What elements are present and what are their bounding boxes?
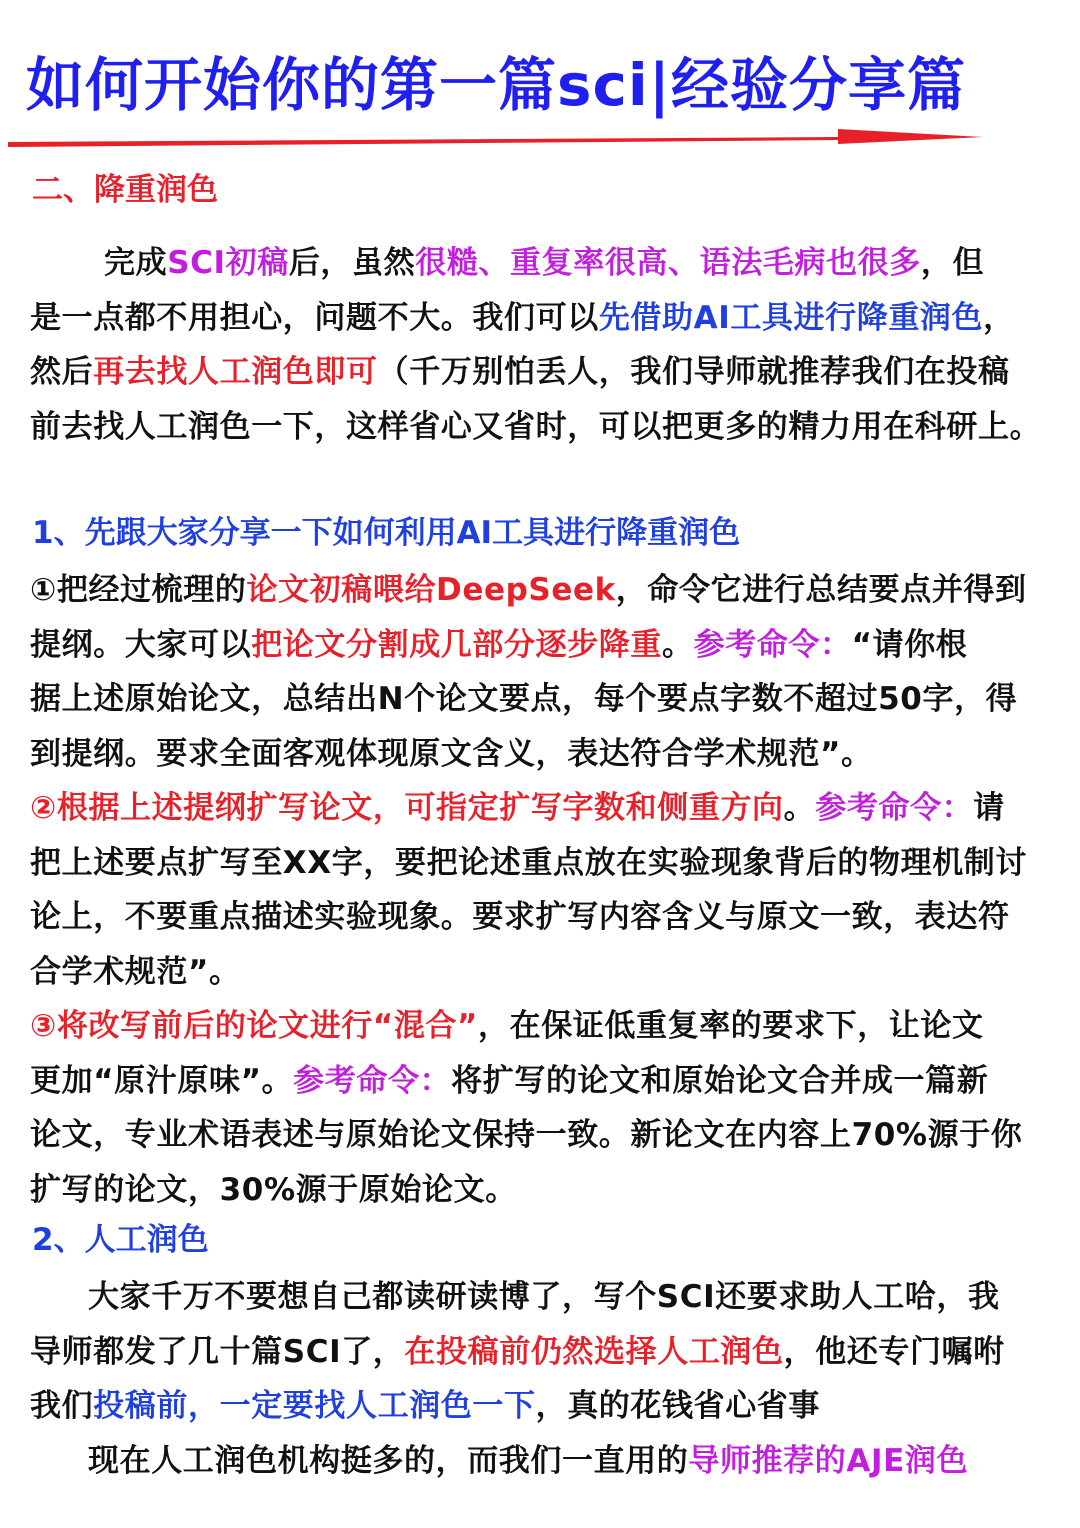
step2-line-2: 把上述要点扩写至XX字，要把论述重点放在实验现象背后的物理机制讨 [30,844,1027,881]
section-heading-polish: 二、降重润色 [32,172,218,208]
step1-line-4: 到提纲。要求全面客观体现原文含义，表达符合学术规范”。 [30,735,873,772]
subheading-ai-tools: 1、先跟大家分享一下如何利用AI工具进行降重润色 [32,515,741,551]
intro-line-3: 然后再去找人工润色即可（千万别怕丢人，我们导师就推荐我们在投稿 [30,354,1010,390]
intro-paragraph [30,236,1075,454]
step2-line-1: ②根据上述提纲扩写论文，可指定扩写字数和侧重方向。参考命令：请 [30,790,1005,826]
step1-line-1: ①把经过梳理的论文初稿喂给DeepSeek，命令它进行总结要点并得到 [30,572,1027,608]
manual-line-2: 导师都发了几十篇SCI了，在投稿前仍然选择人工润色，他还专门嘱咐 [30,1333,1005,1370]
step3-line-3: 论文，专业术语表述与原始论文保持一致。新论文在内容上70%源于你 [30,1117,1023,1153]
arrow-shape [8,129,983,147]
page-title: 如何开始你的第一篇sci|经验分享篇 [26,51,966,119]
step1-line-3: 据上述原始论文，总结出N个论文要点，每个要点字数不超过50字，得 [30,681,1018,717]
step2-line-3: 论上，不要重点描述实验现象。要求扩写内容含义与原文一致，表达符 [30,899,1010,935]
manual-line-1: 大家千万不要想自己都读研读博了，写个SCI还要求助人工哈，我 [88,1279,1000,1315]
manual-line-4: 现在人工润色机构挺多的，而我们一直用的导师推荐的AJE润色 [88,1442,969,1479]
manual-line-3: 我们投稿前，一定要找人工润色一下，真的花钱省心省事 [30,1388,821,1424]
intro-line-1: 完成SCI初稿后，虽然很糙、重复率很高、语法毛病也很多，但 [104,245,985,281]
step3-line-4: 扩写的论文，30%源于原始论文。 [30,1171,517,1208]
intro-line-4: 前去找人工润色一下，这样省心又省时，可以把更多的精力用在科研上。 [30,408,1042,445]
step3-line-1: ③将改写前后的论文进行“混合”，在保证低重复率的要求下，让论文 [30,1008,984,1044]
manual-polish-paragraph [30,1270,1075,1488]
ai-steps-list [30,563,1075,1217]
step3-line-2: 更加“原汁原味”。参考命令：将扩写的论文和原始论文合并成一篇新 [30,1062,989,1099]
step2-line-4: 合学术规范”。 [30,953,241,990]
title-arrow-decoration [8,122,983,152]
intro-line-2: 是一点都不用担心，问题不大。我们可以先借助AI工具进行降重润色， [30,299,1015,336]
subheading-manual-polish: 2、人工润色 [32,1222,209,1258]
step1-line-2: 提纲。大家可以把论文分割成几部分逐步降重。参考命令：“请你根 [30,626,968,663]
